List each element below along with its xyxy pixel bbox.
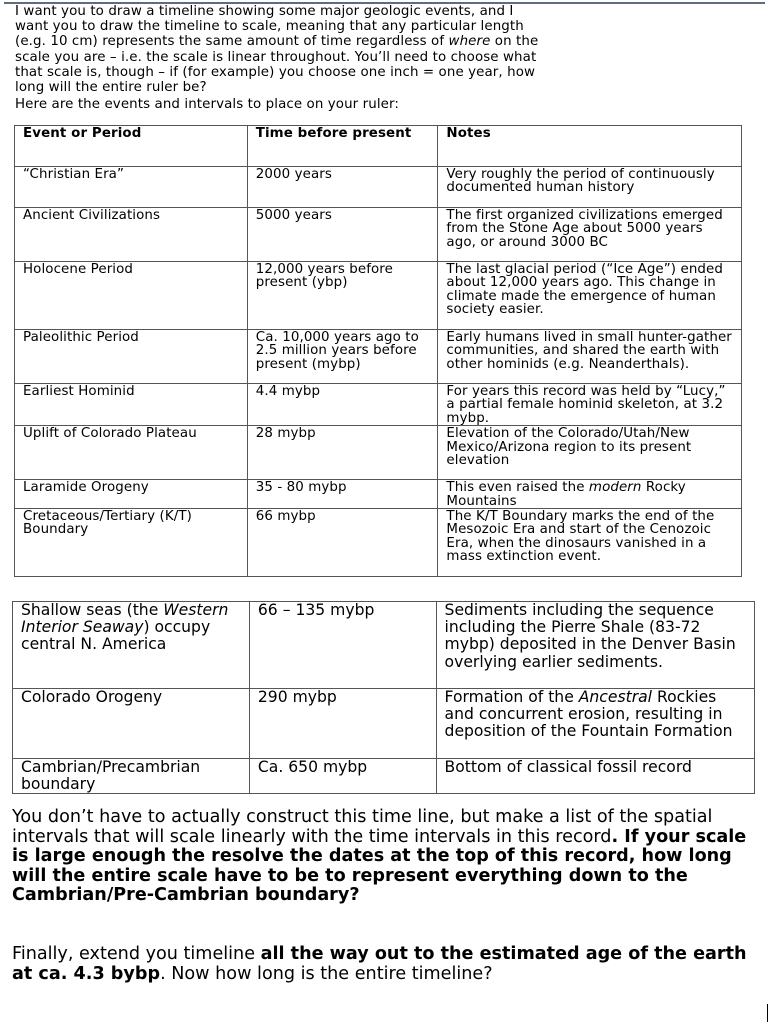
cell-event: Ancient Civilizations	[15, 208, 248, 262]
cell-event: Cambrian/Precambrian boundary	[13, 759, 250, 794]
events-table	[14, 125, 742, 577]
cell-event	[13, 602, 250, 689]
cell-notes: For years this record was held by “Lucy,” a partial female hominid skeleton, at 3.2 mybp.	[438, 384, 742, 426]
cell-event: Uplift of Colorado Plateau	[15, 426, 248, 480]
intro-line	[15, 34, 755, 49]
table-row	[15, 208, 742, 262]
question-1-text: You don’t have to actually construct this time line, but make a list of the spatial intervals that will scale linearly with the time intervals in this record	[12, 807, 713, 847]
notes-text: This even raised the	[446, 480, 589, 496]
notes-text: Formation of the	[444, 688, 579, 706]
cell-time: 12,000 years before present (ybp)	[247, 262, 438, 330]
question-2-bold: all the way out to the estimated age of the earth at ca. 4.3 bybp	[12, 944, 747, 984]
cell-notes: The first organized civilizations emerged from the Stone Age about 5000 years ago, or around 3000 BC	[438, 208, 742, 262]
cell-event: Earliest Hominid	[15, 384, 248, 426]
table-header-row	[15, 126, 742, 167]
cell-time: 66 – 135 mybp	[249, 602, 436, 689]
table-row	[15, 480, 742, 509]
text-cursor	[767, 1004, 768, 1022]
intro-emphasis: where	[448, 34, 491, 50]
intro-paragraph	[15, 4, 755, 95]
cell-time: 28 mybp	[247, 426, 438, 480]
events-table-continued	[12, 601, 755, 794]
cell-notes: The last glacial period (“Ice Age”) ended about 12,000 years ago. This change in climate made the emergence of human society easier.	[438, 262, 742, 330]
cell-time: 4.4 mybp	[247, 384, 438, 426]
question-1	[12, 808, 757, 906]
intro-text: (e.g. 10 cm) represents the same amount of time regardless of	[15, 34, 449, 50]
cell-time: 290 mybp	[249, 689, 436, 759]
notes-text: Rocky Mountains	[446, 480, 686, 509]
intro-text: on the	[490, 34, 539, 50]
table-row	[15, 426, 742, 480]
notes-emphasis: modern	[588, 480, 642, 496]
table-row	[15, 167, 742, 208]
table-row	[15, 330, 742, 384]
table-row	[15, 262, 742, 330]
question-2-text: . Now how long is the entire timeline?	[160, 963, 493, 984]
cell-event: Laramide Orogeny	[15, 480, 248, 509]
question-2-text: Finally, extend you timeline	[12, 944, 261, 964]
cell-event: Holocene Period	[15, 262, 248, 330]
cell-notes: Sediments including the sequence including the Pierre Shale (83-72 mybp) deposited in the Denver Basin overlying earlier sediments.	[436, 602, 754, 689]
question-1-bold: . If your scale is large enough the resolve the dates at the top of this record, how long will the entire scale have to be to represent everything down to the Cambrian/Pre-Cambrian boundary?	[12, 826, 747, 906]
cell-notes	[436, 689, 754, 759]
notes-text: Rockies and concurrent erosion, resulting in deposition of the Fountain Formation	[444, 688, 733, 741]
question-2	[12, 945, 757, 984]
cell-event: Cretaceous/Tertiary (K/T) Boundary	[15, 509, 248, 577]
cell-notes: The K/T Boundary marks the end of the Mesozoic Era and start of the Cenozoic Era, when the dinosaurs vanished in a mass extinction event.	[438, 509, 742, 577]
header-time: Time before present	[247, 126, 438, 167]
cell-event: Colorado Orogeny	[13, 689, 250, 759]
table-row	[13, 602, 755, 689]
cell-notes: Early humans lived in small hunter-gather communities, and shared the earth with other hominids (e.g. Neanderthals).	[438, 330, 742, 384]
cell-notes	[438, 480, 742, 509]
intro-line: long will the entire ruler be?	[15, 80, 207, 96]
cell-time: 35 - 80 mybp	[247, 480, 438, 509]
event-text: Shallow seas (the	[21, 601, 164, 619]
table-row	[13, 689, 755, 759]
table-row	[15, 384, 742, 426]
event-emphasis: Western Interior Seaway	[21, 601, 229, 637]
cell-time: Ca. 650 mybp	[249, 759, 436, 794]
table-row	[13, 759, 755, 794]
cell-notes: Elevation of the Colorado/Utah/New Mexico/Arizona region to its present elevation	[438, 426, 742, 480]
cell-notes: Very roughly the period of continuously documented human history	[438, 167, 742, 208]
table-row	[15, 509, 742, 577]
intro-line: want you to draw the timeline to scale, meaning that any particular length	[15, 19, 524, 35]
intro-line: that scale is, though – if (for example) you choose one inch = one year, how	[15, 64, 536, 80]
event-text: ) occupy central N. America	[21, 618, 211, 654]
cell-event: “Christian Era”	[15, 167, 248, 208]
events-intro: Here are the events and intervals to place on your ruler:	[15, 97, 399, 112]
intro-line: scale you are – i.e. the scale is linear throughout. You’ll need to choose what	[15, 49, 537, 65]
intro-line: I want you to draw a timeline showing some major geologic events, and I	[15, 4, 514, 19]
cell-time: Ca. 10,000 years ago to 2.5 million years before present (mybp)	[247, 330, 438, 384]
notes-emphasis: Ancestral	[578, 688, 653, 706]
cell-time: 2000 years	[247, 167, 438, 208]
header-event: Event or Period	[15, 126, 248, 167]
cell-time: 66 mybp	[247, 509, 438, 577]
cell-time: 5000 years	[247, 208, 438, 262]
cell-event: Paleolithic Period	[15, 330, 248, 384]
cell-notes: Bottom of classical fossil record	[436, 759, 754, 794]
header-notes: Notes	[438, 126, 742, 167]
